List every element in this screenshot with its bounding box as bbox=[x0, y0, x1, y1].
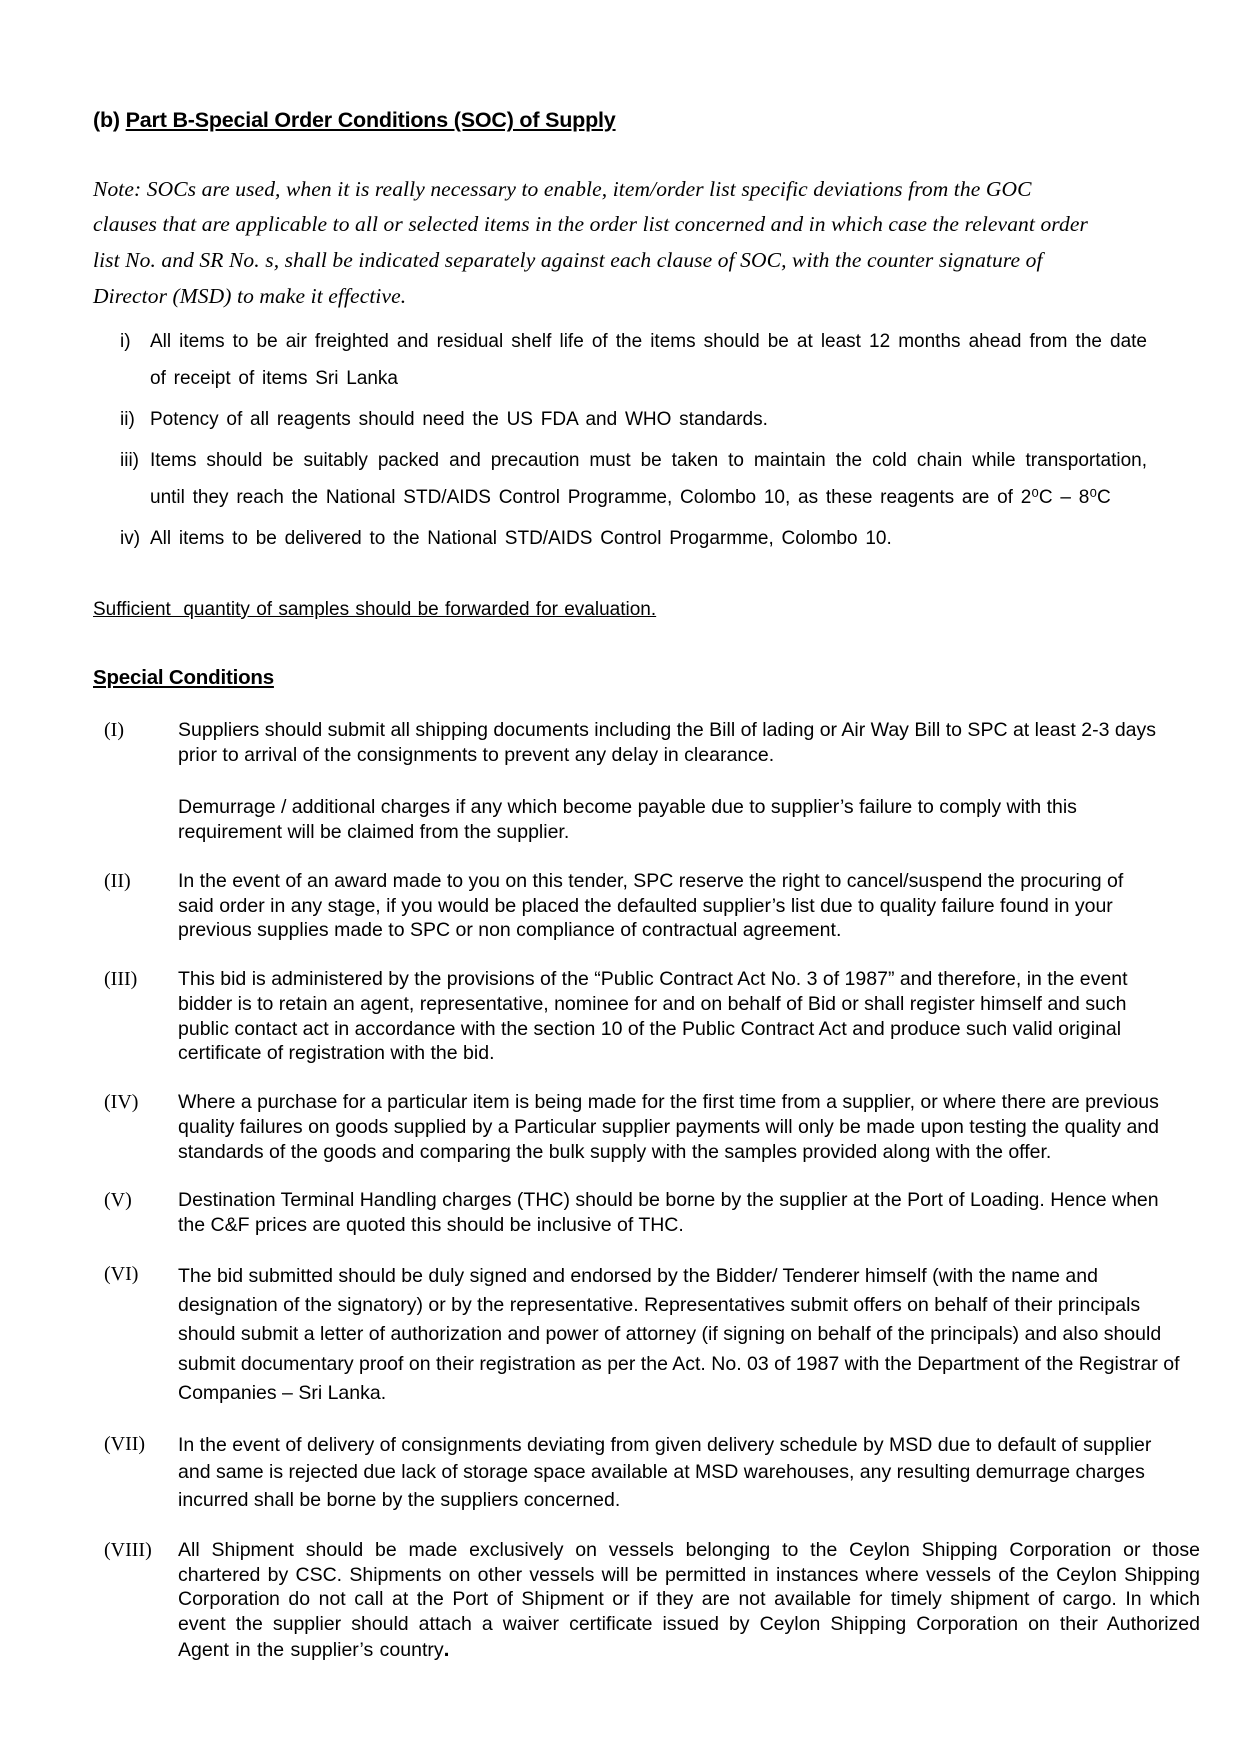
list-item-label: iii) bbox=[120, 449, 139, 471]
paragraph: Destination Terminal Handling charges (THC) should be borne by the supplier at the Port of Loading. Hence when the C&F prices are quoted this should be inclusive of THC. bbox=[178, 1189, 1159, 1237]
paragraph: Suppliers should submit all shipping documents including the Bill of lading or Air Way Bill to SPC at least 2-3 days prior to arrival of the consignments to prevent any delay in clearance. bbox=[178, 718, 1157, 766]
special-condition-label: (VIII) bbox=[104, 1538, 152, 1561]
special-condition-item bbox=[93, 869, 1200, 943]
list-item bbox=[93, 401, 1147, 438]
page-title bbox=[93, 108, 1200, 134]
list-item-label: i) bbox=[120, 330, 131, 352]
special-conditions-heading: Special Conditions bbox=[93, 665, 274, 689]
list-item bbox=[93, 323, 1147, 397]
special-condition-text bbox=[178, 1090, 1163, 1164]
special-conditions-list bbox=[93, 718, 1200, 1664]
paragraph: Demurrage / additional charges if any which become payable due to supplier’s failure to comply with this requirement will be claimed from the supplier. bbox=[178, 796, 1077, 844]
list-item bbox=[93, 520, 1147, 557]
special-condition-text bbox=[178, 1262, 1190, 1408]
special-condition-text bbox=[178, 1188, 1163, 1238]
list-item-label: ii) bbox=[120, 408, 135, 430]
air-freight-conditions-list bbox=[93, 323, 1147, 557]
list-item-label: iv) bbox=[120, 527, 141, 549]
list-item-text: All items to be delivered to the National STD/AIDS Control Progarmme, Colombo 10. bbox=[150, 527, 892, 549]
note-paragraph: Note: SOCs are used, when it is really necessary to enable, item/order list specific deviations from the GOC clauses that are applicable to all or selected items in the order list concerned and in which case the relevant order list No. and SR No. s, shall be indicated separately against each clause of SOC, with the counter signature of Director (MSD) to make it effective. bbox=[93, 176, 1088, 308]
paragraph: In the event of an award made to you on this tender, SPC reserve the right to cancel/suspend the procuring of said order in any stage, if you would be placed the defaulted supplier’s list due to quality failure found in your previous supplies made to SPC or non compliance of contractual agreement. bbox=[178, 869, 1124, 942]
heading-title: Part B-Special Order Conditions (SOC) of Supply bbox=[125, 108, 616, 132]
special-condition-text bbox=[178, 967, 1163, 1066]
list-item-text: Potency of all reagents should need the US FDA and WHO standards. bbox=[150, 408, 768, 430]
special-condition-text bbox=[178, 869, 1163, 943]
special-condition-label: (VI) bbox=[104, 1262, 139, 1285]
paragraph: The bid submitted should be duly signed and endorsed by the Bidder/ Tenderer himself (with the name and designation of the signatory) or by the representative. Representatives submit offers on behalf of their principals should submit a letter of authorization and power of attorney (if signing on behalf of the principals) and also should submit documentary proof on their registration as per the Act. No. 03 of 1987 with the Department of the Registrar of Companies – Sri Lanka. bbox=[178, 1264, 1180, 1404]
special-condition-label: (V) bbox=[104, 1189, 132, 1212]
heading-prefix: (b) bbox=[93, 108, 126, 132]
special-condition-text bbox=[178, 1538, 1200, 1664]
paragraph-text: All Shipment should be made exclusively on vessels belonging to the Ceylon Shipping Corporation or those chartered by CSC. Shipments on other vessels will be permitted in instances where vessels of the Ceylon Shipping Corporation do not call at the Port of Shipment or if they are not available for timely shipment of cargo. In which event the supplier should attach a waiver certificate issued by Ceylon Shipping Corporation on their Authorized Agent in the supplier’s country bbox=[178, 1538, 1200, 1661]
special-condition-label: (IV) bbox=[104, 1091, 139, 1114]
special-condition-item bbox=[93, 967, 1200, 1066]
special-condition-item bbox=[93, 718, 1200, 845]
special-condition-text bbox=[178, 1432, 1158, 1514]
paragraph: Where a purchase for a particular item is being made for the first time from a supplier, or where there are previous quality failures on goods supplied by a Particular supplier payments will only be made upon testing the quality and standards of the goods and comparing the bulk supply with the samples provided along with the offer. bbox=[178, 1091, 1159, 1163]
samples-note: Sufficient quantity of samples should be forwarded for evaluation. bbox=[93, 598, 657, 620]
special-condition-label: (I) bbox=[104, 718, 124, 741]
list-item-text: Items should be suitably packed and precaution must be taken to maintain the cold chain while transportation, until they reach the National STD/AIDS Control Programme, Colombo 10, as these reagents are of 2⁰C – 8⁰C bbox=[150, 449, 1147, 508]
special-condition-text bbox=[178, 718, 1163, 845]
special-condition-label: (II) bbox=[104, 869, 131, 892]
special-condition-item bbox=[93, 1262, 1200, 1408]
list-item bbox=[93, 442, 1147, 516]
paragraph bbox=[178, 1538, 1200, 1664]
special-condition-item bbox=[93, 1188, 1200, 1238]
special-condition-label: (VII) bbox=[104, 1433, 146, 1456]
paragraph: This bid is administered by the provisions of the “Public Contract Act No. 3 of 1987” and therefore, in the event bidder is to retain an agent, representative, nominee for and on behalf of Bid or shall register himself and such public contact act in accordance with the section 10 of the Public Contract Act and produce such valid original certificate of registration with the bid. bbox=[178, 968, 1128, 1065]
special-condition-item bbox=[93, 1432, 1200, 1514]
special-condition-item bbox=[93, 1090, 1200, 1164]
special-condition-label: (III) bbox=[104, 968, 138, 991]
paragraph: In the event of delivery of consignments deviating from given delivery schedule by MSD due to default of supplier and same is rejected due lack of storage space available at MSD warehouses, any resulting demurrage charges incurred shall be borne by the suppliers concerned. bbox=[178, 1434, 1152, 1511]
bold-period: . bbox=[443, 1637, 450, 1661]
list-item-text: All items to be air freighted and residual shelf life of the items should be at least 12 months ahead from the date of receipt of items Sri Lanka bbox=[150, 330, 1147, 389]
special-condition-item bbox=[93, 1538, 1200, 1664]
